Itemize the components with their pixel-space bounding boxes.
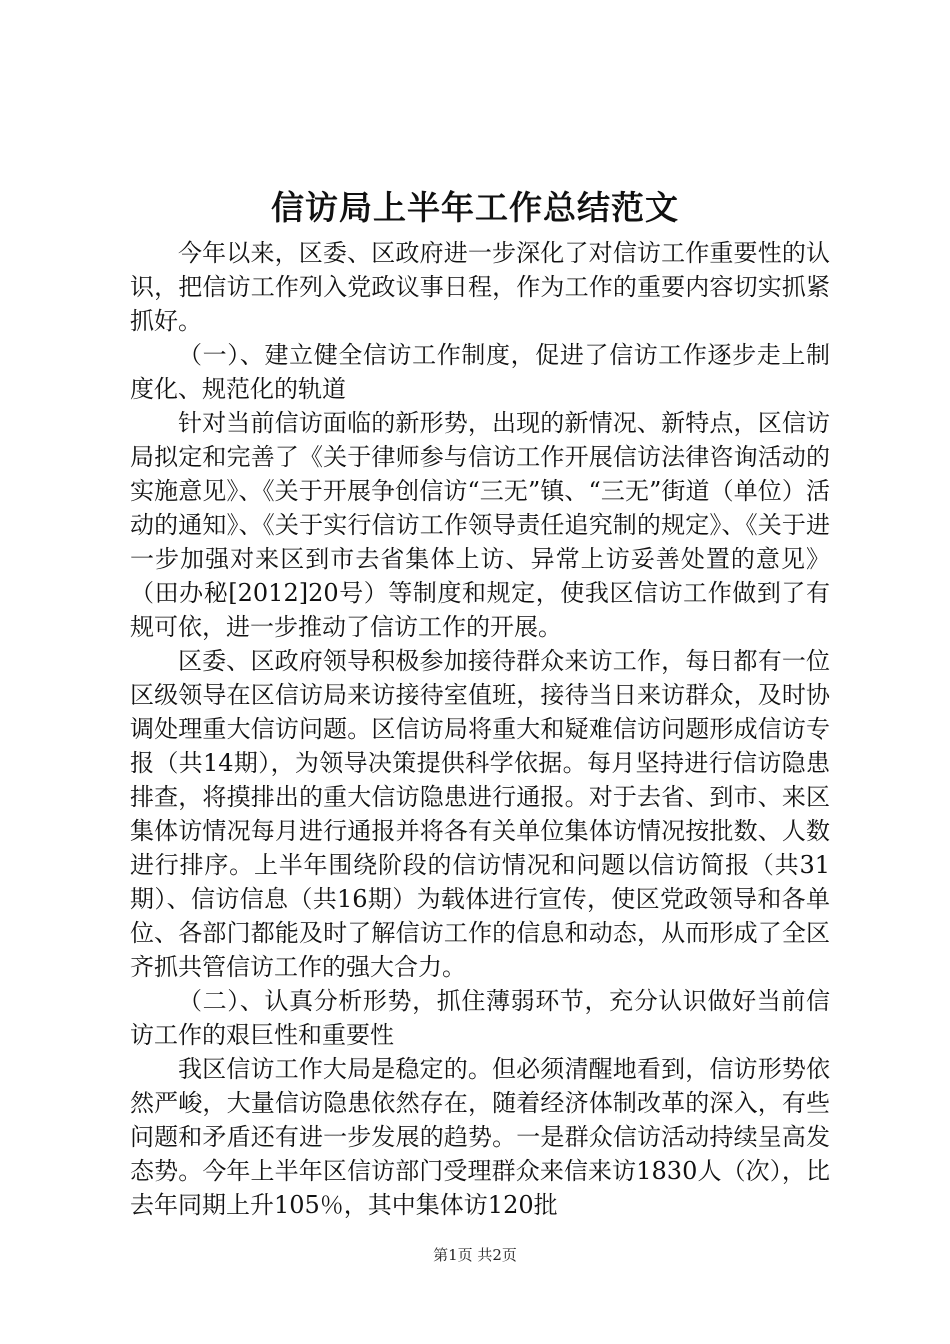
paragraph-situation: 我区信访工作大局是稳定的。但必须清醒地看到，信访形势依然严峻，大量信访隐患依然存在，随着经济体制改革的深入，有些问题和矛盾还有进一步发展的趋势。一是群众信访活动持续呈高发态势。今年上半年区信访部门受理群众来信来访1830人（次），比去年同期上升105％，其中集体访120批 — [130, 1055, 830, 1219]
section-heading-2: （二）、认真分析形势，抓住薄弱环节，充分认识做好当前信访工作的艰巨性和重要性 — [130, 987, 830, 1049]
paragraph-intro: 今年以来，区委、区政府进一步深化了对信访工作重要性的认识，把信访工作列入党政议事日程，作为工作的重要内容切实抓紧抓好。 — [130, 239, 830, 335]
paragraph-regulations: 针对当前信访面临的新形势，出现的新情况、新特点，区信访局拟定和完善了《关于律师参与信访工作开展信访法律咨询活动的实施意见》、《关于开展争创信访“三无”镇、“三无”街道（单位）活动的通知》、《关于实行信访工作领导责任追究制的规定》、《关于进一步加强对来区到市去省集体上访、异常上访妥善处置的意见》（田办秘[2012]20号）等制度和规定，使我区信访工作做到了有规可依，进一步推动了信访工作的开展。 — [130, 409, 830, 641]
page-footer: 第1页 共2页 — [433, 1246, 517, 1264]
paragraph-leadership: 区委、区政府领导积极参加接待群众来访工作，每日都有一位区级领导在区信访局来访接待室值班，接待当日来访群众，及时协调处理重大信访问题。区信访局将重大和疑难信访问题形成信访专报（共14期），为领导决策提供科学依据。每月坚持进行信访隐患排查，将摸排出的重大信访隐患进行通报。对于去省、到市、来区集体访情况每月进行通报并将各有关单位集体访情况按批数、人数进行排序。上半年围绕阶段的信访情况和问题以信访简报（共31期）、信访信息（共16期）为载体进行宣传，使区党政领导和各单位、各部门都能及时了解信访工作的信息和动态，从而形成了全区齐抓共管信访工作的强大合力。 — [130, 647, 830, 981]
section-heading-1: （一）、建立健全信访工作制度，促进了信访工作逐步走上制度化、规范化的轨道 — [130, 341, 830, 403]
document-body — [130, 236, 830, 1222]
document-title: 信访局上半年工作总结范文 — [271, 188, 679, 227]
